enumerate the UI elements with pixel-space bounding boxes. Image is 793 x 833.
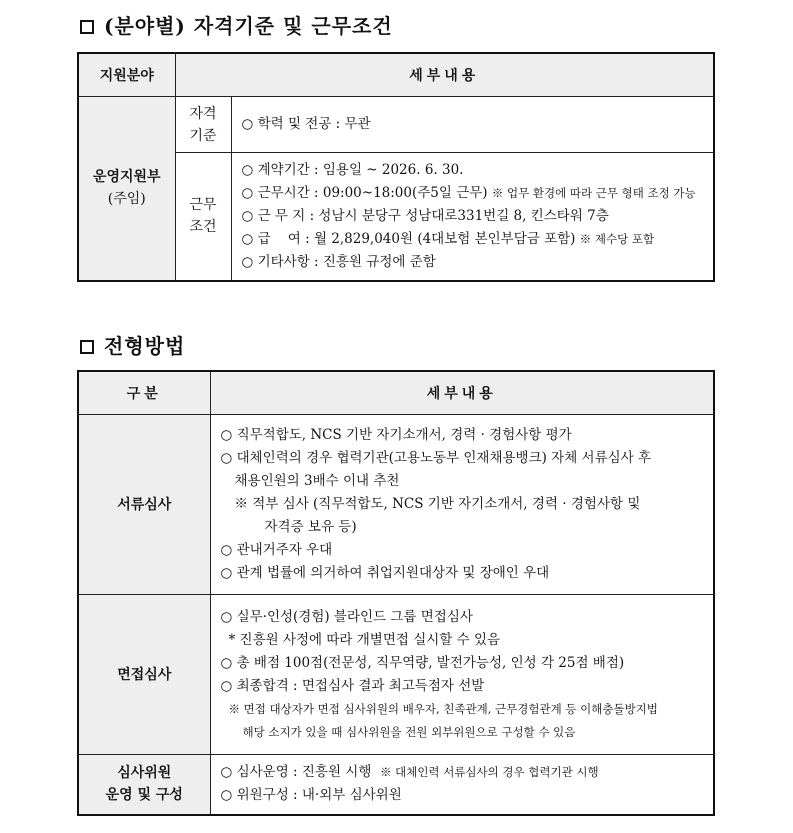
cond-label-line2: 조건 xyxy=(189,219,217,236)
cond-item: ○ 근 무 지 : 성남시 분당구 성남대로331번길 8, 킨스타워 7층 xyxy=(241,207,609,224)
section-title-selection xyxy=(80,330,185,359)
list-item: ○ 대체인력의 경우 협력기관(고용노동부 인재채용뱅크) 자체 서류심사 후 xyxy=(220,450,652,466)
qual-item: ○ 학력 및 전공 : 무관 xyxy=(241,116,371,132)
list-item: ○ 실무·인성(경험) 블라인드 그룹 면접심사 xyxy=(220,608,473,625)
committee-label-line2: 운영 및 구성 xyxy=(105,787,183,804)
list-item: ○ 관계 법률에 의거하여 취업지원대상자 및 장애인 우대 xyxy=(220,565,550,581)
list-item: * 진흥원 사정에 따라 개별면접 실시할 수 있음 xyxy=(228,631,501,648)
list-item: 자격증 보유 등) xyxy=(264,519,357,535)
committee-detail xyxy=(210,755,714,815)
header-field: 지원분야 xyxy=(78,53,175,97)
list-item-note: 해당 소지가 있을 때 심사위원을 전원 외부위원으로 구성할 수 있음 xyxy=(242,724,576,739)
header-field: 구분 xyxy=(78,371,210,415)
doc-review-detail xyxy=(210,415,714,595)
cond-item: ○ 계약기간 : 임용일 ~ 2026. 6. 30. xyxy=(241,161,464,178)
interview-label: 면접심사 xyxy=(78,595,210,755)
header-detail: 세부내용 xyxy=(210,371,714,415)
section-title-qualifications xyxy=(80,10,393,39)
cond-item: ○ 기타사항 : 진흥원 규정에 준함 xyxy=(241,253,436,270)
section-title-text: (분야별) 자격기준 및 근무조건 xyxy=(104,14,393,38)
section-title-text: 전형방법 xyxy=(104,334,186,358)
cond-detail-cell xyxy=(231,153,714,281)
committee-label-line1: 심사위원 xyxy=(117,765,172,782)
list-item: ※ 적부 심사 (직무적합도, NCS 기반 자기소개서, 경력 · 경험사항 및 xyxy=(234,496,641,512)
qual-detail-cell xyxy=(231,97,714,153)
committee-note: ※ 대체인력 서류심사의 경우 협력기관 시행 xyxy=(379,765,599,780)
cond-item: ○ 근무시간 : 09:00~18:00(주5일 근무) ※ 업무 환경에 따라 근무 형태 조정 가능 xyxy=(241,184,696,201)
interview-detail xyxy=(210,595,714,755)
header-detail: 세부내용 xyxy=(175,53,714,97)
list-item-note: ※ 면접 대상자가 면접 심사위원의 배우자, 친족관계, 근무경험관계 등 이해충돌방지법 xyxy=(228,701,658,716)
cond-label-line1: 근무 xyxy=(189,197,217,214)
doc-review-label: 서류심사 xyxy=(78,415,210,595)
selection-table xyxy=(77,370,715,816)
list-item: ○ 직무적합도, NCS 기반 자기소개서, 경력 · 경험사항 평가 xyxy=(220,427,572,443)
list-item: 채용인원의 3배수 이내 추천 xyxy=(234,473,400,489)
list-item: ○ 위원구성 : 내·외부 심사위원 xyxy=(220,787,402,804)
committee-label-cell xyxy=(78,755,210,815)
list-item: ○ 총 배점 100점(전문성, 직무역량, 발전가능성, 인성 각 25점 배점) xyxy=(220,654,625,671)
cond-note: ※ 업무 환경에 따라 근무 형태 조정 가능 xyxy=(491,185,696,200)
qual-label-line1: 자격 xyxy=(189,105,217,122)
qual-label-cell xyxy=(175,97,231,153)
list-item: ○ 관내거주자 우대 xyxy=(220,542,333,558)
category-cell xyxy=(78,97,175,281)
cond-note: ※ 제수당 포함 xyxy=(579,231,655,246)
list-item: ○ 최종합격 : 면접심사 결과 최고득점자 선발 xyxy=(220,677,485,694)
qual-label-line2: 기준 xyxy=(189,127,217,144)
cond-label-cell xyxy=(175,153,231,281)
qualifications-table xyxy=(77,52,715,282)
checkbox-square-icon xyxy=(80,20,94,34)
category-sub-label: (주임) xyxy=(107,191,146,208)
category-label: 운영지원부 xyxy=(92,169,161,186)
cond-item: ○ 급 여 : 월 2,829,040원 (4대보험 본인부담금 포함) ※ 제수당 포함 xyxy=(241,230,655,247)
checkbox-square-icon xyxy=(80,340,94,354)
list-item: ○ 심사운영 : 진흥원 시행 ※ 대체인력 서류심사의 경우 협력기관 시행 xyxy=(220,764,599,781)
